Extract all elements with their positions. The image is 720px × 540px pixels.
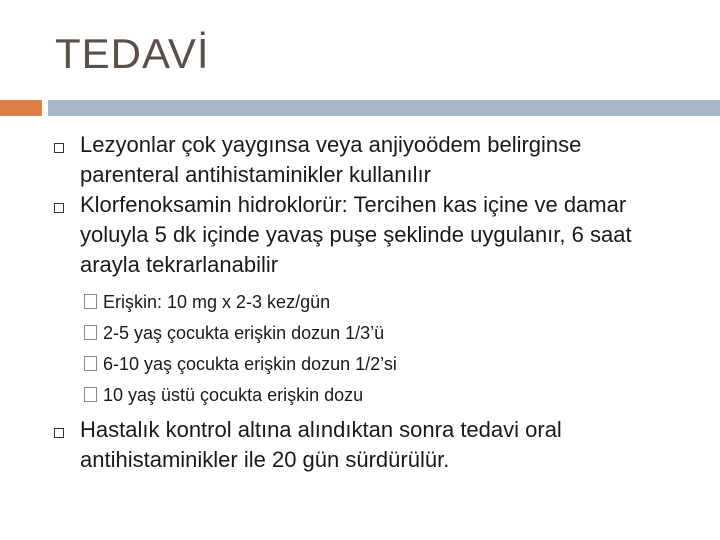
- sub-bullet: [84, 290, 330, 314]
- bullet-marker: [54, 203, 64, 213]
- bullet-text: Klorfenoksamin hidroklorür: Tercihen kas içine ve damar yoluyla 5 dk içinde yavaş puşe şeklinde uygulanır, 6 saat arayla tekrarlanabilir: [80, 192, 632, 277]
- sub-bullet: [84, 321, 384, 345]
- sub-bullet-text: 2-5 yaş çocukta erişkin dozun 1/3’ü: [103, 323, 385, 343]
- title-accent-orange: [0, 100, 42, 116]
- slide-title: TEDAVİ: [55, 30, 210, 77]
- sub-bullet-marker: [84, 356, 97, 371]
- sub-bullet-marker: [84, 387, 97, 402]
- sub-bullet-marker: [84, 294, 97, 309]
- sub-bullet: [84, 352, 397, 376]
- bullet-marker: [54, 428, 64, 438]
- sub-bullet-text: Erişkin: 10 mg x 2-3 kez/gün: [103, 292, 331, 312]
- title-accent-blue: [48, 100, 720, 116]
- bullet-marker: [54, 143, 64, 153]
- sub-bullet-text: 10 yaş üstü çocukta erişkin dozu: [103, 385, 364, 405]
- sub-bullet: [84, 383, 363, 407]
- sub-bullet-text: 6-10 yaş çocukta erişkin dozun 1/2’si: [103, 354, 397, 374]
- bullet-text: Lezyonlar çok yaygınsa veya anjiyoödem belirginse parenteral antihistaminikler kullanılır: [80, 132, 582, 187]
- bullet-text: Hastalık kontrol altına alındıktan sonra tedavi oral antihistaminikler ile 20 gün sürdürülür.: [80, 417, 562, 472]
- sub-bullet-marker: [84, 325, 97, 340]
